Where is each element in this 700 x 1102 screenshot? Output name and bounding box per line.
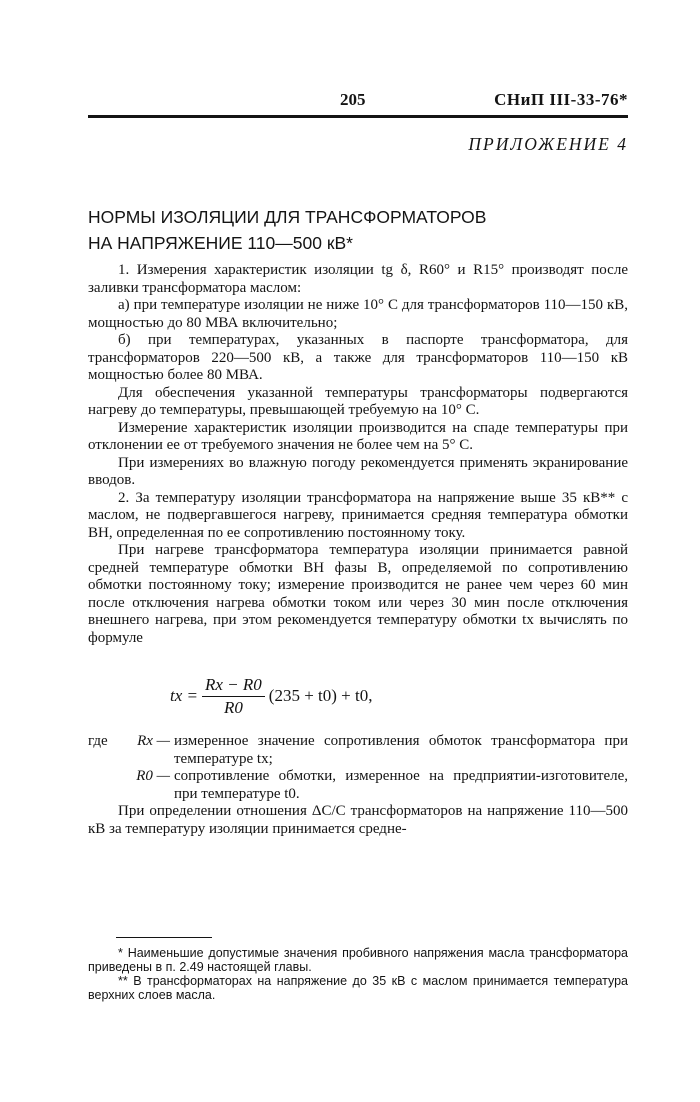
where-symbol-r0: R0 — (136, 768, 170, 784)
paragraph-9: При определении отношения ΔC/C трансформаторов на напряжение 110—500 кВ за температуру изоляции принимается средне- (88, 803, 628, 837)
temperature-formula (88, 667, 628, 725)
footnote-separator (116, 937, 212, 938)
where-item-2 (88, 768, 628, 803)
formula-numerator: Rx − R0 (202, 674, 265, 697)
title-line-1: НОРМЫ ИЗОЛЯЦИИ ДЛЯ ТРАНСФОРМАТОРОВ (88, 207, 487, 227)
paragraph-5: Измерение характеристик изоляции производится на спаде температуры при отклонении ее от требуемого значения не более чем на 5° С. (88, 419, 628, 453)
footnote-1: * Наименьшие допустимые значения пробивного напряжения масла трансформатора приведены в п. 2.49 настоящей главы. (88, 946, 628, 974)
paragraph-7: 2. За температуру изоляции трансформатора на напряжение выше 35 кВ** с маслом, не подвергавшегося нагреву, принимается средняя температура обмотки ВН, определенная по ее сопротивлению постоянному току. (88, 489, 628, 541)
formula-denominator: R0 (223, 697, 243, 717)
footnotes (88, 946, 628, 1002)
formula-fraction (202, 674, 265, 719)
paragraph-2: а) при температуре изоляции не ниже 10° С для трансформаторов 110—150 кВ, мощностью до 80 МВА включительно; (88, 297, 628, 331)
paragraph-6: При измерениях во влажную погоду рекомендуется применять экранирование вводов. (88, 454, 628, 488)
paragraph-4: Для обеспечения указанной температуры трансформаторы подвергаются нагреву до температуры, превышающей требуемую на 10° С. (88, 384, 628, 418)
appendix-label: ПРИЛОЖЕНИЕ 4 (468, 134, 628, 154)
page-header (88, 90, 628, 114)
where-symbol-rx: Rx — (137, 733, 170, 749)
paragraph-8: При нагреве трансформатора температура изоляции принимается равной средней температуре обмотки ВН фазы В, определяемой по сопротивлению обмотки постоянному току; измерение производится не ранее чем через 60 мин после отключения нагрева обмотки током или через 30 мин после отключения внешнего нагрева, при этом рекомендуется температуру обмотки tx вычислять по формуле (88, 542, 628, 646)
paragraph-1: 1. Измерения характеристик изоляции tg δ, R60° и R15° производят после заливки трансформатора маслом: (88, 262, 628, 296)
where-item-1 (88, 733, 628, 768)
document-code: СНиП III-33-76* (494, 90, 628, 109)
title-line-2: НА НАПРЯЖЕНИЕ 110—500 кВ* (88, 233, 353, 253)
footnote-2: ** В трансформаторах на напряжение до 35 кВ с маслом принимается температура верхних слоев масла. (88, 974, 628, 1002)
formula-rhs: (235 + t0) + t0, (268, 686, 373, 706)
header-rule (88, 115, 628, 118)
body-text (88, 262, 628, 838)
where-text-rx: измеренное значение сопротивления обмоток трансформатора при температуре tx; (174, 733, 628, 767)
where-word: где (88, 733, 108, 749)
page-number: 205 (340, 90, 366, 109)
where-text-r0: сопротивление обмотки, измеренное на предприятии-изготовителе, при температуре t0. (174, 768, 628, 802)
paragraph-3: б) при температурах, указанных в паспорте трансформатора, для трансформаторов 220—500 кВ, а также для трансформаторов 110—150 кВ мощностью более 80 МВА. (88, 332, 628, 383)
section-title (88, 204, 628, 256)
formula-lhs: tx = (170, 686, 198, 706)
